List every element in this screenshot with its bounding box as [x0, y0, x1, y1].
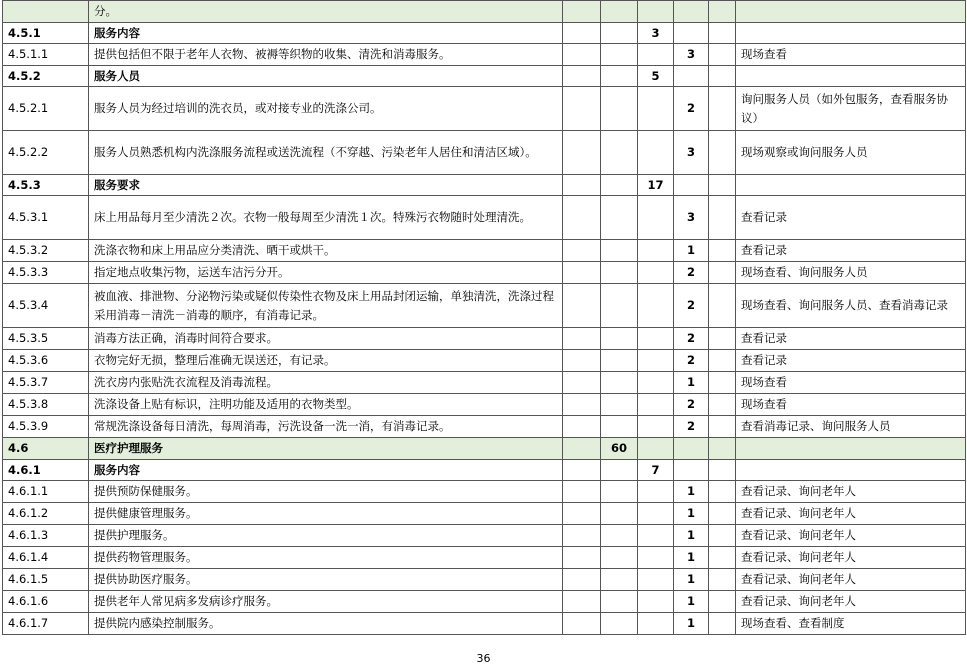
- score-cell: 3: [674, 44, 709, 66]
- table-body: [3, 1, 966, 635]
- score-cell: [601, 372, 638, 394]
- score-cell: [638, 372, 674, 394]
- score-cell: [674, 23, 709, 44]
- table-row: [3, 44, 966, 66]
- table-row: [3, 438, 966, 460]
- score-cell: [601, 262, 638, 284]
- score-cell: [709, 328, 736, 350]
- item-content: 服务人员熟悉机构内洗涤服务流程或送洗流程（不穿越、污染老年人居住和清洁区域）。: [89, 131, 563, 175]
- score-cell: [638, 44, 674, 66]
- score-cell: [709, 23, 736, 44]
- table-row: [3, 547, 966, 569]
- score-cell: [563, 438, 601, 460]
- score-cell: [709, 569, 736, 591]
- score-cell: 1: [674, 547, 709, 569]
- score-cell: [601, 66, 638, 87]
- score-cell: [601, 481, 638, 503]
- score-cell: [638, 569, 674, 591]
- check-method: [736, 1, 966, 23]
- score-cell: [638, 525, 674, 547]
- score-cell: [563, 503, 601, 525]
- score-cell: [563, 372, 601, 394]
- score-cell: [709, 1, 736, 23]
- score-cell: [709, 87, 736, 131]
- item-code: 4.5.3.7: [3, 372, 89, 394]
- table-row: [3, 394, 966, 416]
- score-cell: 2: [674, 350, 709, 372]
- score-cell: 2: [674, 328, 709, 350]
- item-code: 4.5.3.5: [3, 328, 89, 350]
- item-content: 提供院内感染控制服务。: [89, 613, 563, 635]
- score-cell: [638, 591, 674, 613]
- score-cell: 1: [674, 240, 709, 262]
- score-cell: 1: [674, 569, 709, 591]
- score-cell: [563, 613, 601, 635]
- score-cell: 2: [674, 416, 709, 438]
- score-cell: [563, 416, 601, 438]
- item-code: 4.6.1.6: [3, 591, 89, 613]
- item-code: 4.5.2.2: [3, 131, 89, 175]
- page-number: 36: [476, 652, 491, 665]
- score-cell: [563, 240, 601, 262]
- score-cell: [709, 196, 736, 240]
- check-method: 查看记录、询问老年人: [736, 591, 966, 613]
- table-row: [3, 416, 966, 438]
- score-cell: [601, 503, 638, 525]
- score-cell: [638, 613, 674, 635]
- score-cell: [601, 525, 638, 547]
- item-code: 4.6.1: [3, 460, 89, 481]
- score-cell: [709, 438, 736, 460]
- score-cell: [563, 23, 601, 44]
- score-cell: 1: [674, 591, 709, 613]
- score-cell: 60: [601, 438, 638, 460]
- score-cell: [601, 240, 638, 262]
- check-method: 现场查看、查看制度: [736, 613, 966, 635]
- item-code: 4.5.3: [3, 175, 89, 196]
- check-method: [736, 438, 966, 460]
- table-row: [3, 87, 966, 131]
- table-row: [3, 284, 966, 328]
- item-code: 4.6.1.5: [3, 569, 89, 591]
- check-method: [736, 175, 966, 196]
- score-cell: [709, 547, 736, 569]
- score-cell: [563, 284, 601, 328]
- score-cell: [709, 350, 736, 372]
- check-method: 查看消毒记录、询问服务人员: [736, 416, 966, 438]
- score-cell: [709, 481, 736, 503]
- score-cell: [563, 394, 601, 416]
- score-cell: 3: [674, 131, 709, 175]
- item-content: 医疗护理服务: [89, 438, 563, 460]
- item-content: 提供药物管理服务。: [89, 547, 563, 569]
- score-cell: [638, 196, 674, 240]
- item-content: 提供健康管理服务。: [89, 503, 563, 525]
- item-content: 提供护理服务。: [89, 525, 563, 547]
- item-code: 4.5.2: [3, 66, 89, 87]
- score-cell: 1: [674, 613, 709, 635]
- score-cell: 7: [638, 460, 674, 481]
- table-row: [3, 131, 966, 175]
- score-cell: [601, 350, 638, 372]
- check-method: 查看记录: [736, 328, 966, 350]
- table-row: [3, 175, 966, 196]
- table-row: [3, 350, 966, 372]
- score-cell: 1: [674, 503, 709, 525]
- table-row: [3, 569, 966, 591]
- check-method: 查看记录、询问老年人: [736, 481, 966, 503]
- score-cell: [601, 591, 638, 613]
- check-method: 现场查看: [736, 394, 966, 416]
- item-code: 4.5.3.8: [3, 394, 89, 416]
- score-cell: [563, 328, 601, 350]
- item-content: 常规洗涤设备每日清洗，每周消毒，污洗设备一洗一消，有消毒记录。: [89, 416, 563, 438]
- table-row: [3, 23, 966, 44]
- score-cell: [674, 438, 709, 460]
- score-cell: [709, 66, 736, 87]
- score-cell: 17: [638, 175, 674, 196]
- item-code: 4.5.1: [3, 23, 89, 44]
- score-cell: [674, 66, 709, 87]
- check-method: 查看记录、询问老年人: [736, 547, 966, 569]
- item-code: 4.5.3.6: [3, 350, 89, 372]
- score-cell: [563, 569, 601, 591]
- score-cell: [638, 131, 674, 175]
- check-method: 查看记录: [736, 196, 966, 240]
- score-cell: [601, 569, 638, 591]
- table-row: [3, 1, 966, 23]
- item-content: 洗衣房内张贴洗衣流程及消毒流程。: [89, 372, 563, 394]
- score-cell: [709, 262, 736, 284]
- score-cell: [674, 1, 709, 23]
- item-code: 4.5.1.1: [3, 44, 89, 66]
- score-cell: [638, 350, 674, 372]
- check-method: 现场查看: [736, 372, 966, 394]
- item-content: 床上用品每月至少清洗２次。衣物一般每周至少清洗１次。特殊污衣物随时处理清洗。: [89, 196, 563, 240]
- score-cell: [638, 547, 674, 569]
- check-method: 询问服务人员（如外包服务，查看服务协议）: [736, 87, 966, 131]
- table-row: [3, 525, 966, 547]
- table-row: [3, 591, 966, 613]
- score-cell: [709, 284, 736, 328]
- score-cell: [563, 44, 601, 66]
- score-cell: [563, 131, 601, 175]
- item-content: 指定地点收集污物，运送车洁污分开。: [89, 262, 563, 284]
- score-cell: [638, 481, 674, 503]
- score-cell: [563, 196, 601, 240]
- score-cell: [709, 175, 736, 196]
- check-method: 查看记录、询问老年人: [736, 503, 966, 525]
- table-row: [3, 328, 966, 350]
- score-cell: [563, 175, 601, 196]
- item-code: 4.6: [3, 438, 89, 460]
- score-cell: [563, 262, 601, 284]
- score-cell: [709, 525, 736, 547]
- score-cell: [674, 175, 709, 196]
- score-cell: [601, 131, 638, 175]
- item-content: 消毒方法正确，消毒时间符合要求。: [89, 328, 563, 350]
- score-cell: 1: [674, 372, 709, 394]
- score-cell: [709, 372, 736, 394]
- score-cell: [638, 328, 674, 350]
- score-cell: [601, 613, 638, 635]
- score-cell: [601, 87, 638, 131]
- item-code: 4.6.1.1: [3, 481, 89, 503]
- score-cell: [638, 87, 674, 131]
- score-cell: 3: [674, 196, 709, 240]
- score-cell: [563, 1, 601, 23]
- item-content: 提供协助医疗服务。: [89, 569, 563, 591]
- item-code: 4.5.3.1: [3, 196, 89, 240]
- score-cell: [563, 87, 601, 131]
- table-row: [3, 240, 966, 262]
- score-cell: [563, 350, 601, 372]
- score-cell: 2: [674, 87, 709, 131]
- score-cell: [601, 1, 638, 23]
- item-code: 4.5.3.2: [3, 240, 89, 262]
- item-code: 4.6.1.3: [3, 525, 89, 547]
- score-cell: [563, 547, 601, 569]
- score-cell: 5: [638, 66, 674, 87]
- check-method: 查看记录: [736, 240, 966, 262]
- table-row: [3, 460, 966, 481]
- check-method: 查看记录、询问老年人: [736, 525, 966, 547]
- item-content: 服务要求: [89, 175, 563, 196]
- score-cell: 2: [674, 262, 709, 284]
- check-method: [736, 460, 966, 481]
- score-cell: [601, 175, 638, 196]
- score-cell: [601, 328, 638, 350]
- item-code: 4.6.1.4: [3, 547, 89, 569]
- score-cell: [638, 240, 674, 262]
- check-method: 现场查看、询问服务人员: [736, 262, 966, 284]
- table-row: [3, 372, 966, 394]
- check-method: [736, 23, 966, 44]
- item-code: 4.5.3.3: [3, 262, 89, 284]
- item-content: 服务内容: [89, 23, 563, 44]
- item-content: 服务内容: [89, 460, 563, 481]
- item-code: 4.5.3.9: [3, 416, 89, 438]
- score-cell: [709, 240, 736, 262]
- check-method: 现场观察或询问服务人员: [736, 131, 966, 175]
- score-cell: 1: [674, 525, 709, 547]
- score-cell: 3: [638, 23, 674, 44]
- check-method: 现场查看、询问服务人员、查看消毒记录: [736, 284, 966, 328]
- item-content: 提供包括但不限于老年人衣物、被褥等织物的收集、清洗和消毒服务。: [89, 44, 563, 66]
- item-code: 4.5.3.4: [3, 284, 89, 328]
- score-cell: [563, 591, 601, 613]
- score-cell: [638, 438, 674, 460]
- check-method: 查看记录、询问老年人: [736, 569, 966, 591]
- score-cell: [563, 66, 601, 87]
- score-cell: [709, 44, 736, 66]
- item-content: 洗涤衣物和床上用品应分类清洗、晒干或烘干。: [89, 240, 563, 262]
- score-cell: [601, 23, 638, 44]
- check-method: 现场查看: [736, 44, 966, 66]
- scoring-table: [2, 0, 966, 635]
- check-method: 查看记录: [736, 350, 966, 372]
- score-cell: [709, 394, 736, 416]
- score-cell: [638, 1, 674, 23]
- score-cell: [638, 284, 674, 328]
- score-cell: [709, 131, 736, 175]
- table-row: [3, 196, 966, 240]
- score-cell: [638, 262, 674, 284]
- score-cell: [601, 460, 638, 481]
- item-code: 4.6.1.7: [3, 613, 89, 635]
- score-cell: [563, 481, 601, 503]
- score-cell: [601, 394, 638, 416]
- item-code: [3, 1, 89, 23]
- item-content: 提供预防保健服务。: [89, 481, 563, 503]
- score-cell: 1: [674, 481, 709, 503]
- item-content: 分。: [89, 1, 563, 23]
- score-cell: 2: [674, 284, 709, 328]
- item-code: 4.6.1.2: [3, 503, 89, 525]
- item-content: 服务人员为经过培训的洗衣员，或对接专业的洗涤公司。: [89, 87, 563, 131]
- score-cell: [601, 547, 638, 569]
- table-row: [3, 613, 966, 635]
- table-row: [3, 66, 966, 87]
- score-cell: [709, 503, 736, 525]
- item-content: 被血液、排泄物、分泌物污染或疑似传染性衣物及床上用品封闭运输，单独清洗，洗涤过程采用消毒－清洗－消毒的顺序，有消毒记录。: [89, 284, 563, 328]
- score-cell: [601, 196, 638, 240]
- item-content: 洗涤设备上贴有标识，注明功能及适用的衣物类型。: [89, 394, 563, 416]
- item-code: 4.5.2.1: [3, 87, 89, 131]
- score-cell: [709, 613, 736, 635]
- item-content: 提供老年人常见病多发病诊疗服务。: [89, 591, 563, 613]
- score-cell: [638, 416, 674, 438]
- score-cell: [601, 44, 638, 66]
- score-cell: [601, 416, 638, 438]
- check-method: [736, 66, 966, 87]
- score-cell: [563, 460, 601, 481]
- item-content: 服务人员: [89, 66, 563, 87]
- score-cell: [601, 284, 638, 328]
- score-cell: [709, 416, 736, 438]
- table-row: [3, 262, 966, 284]
- table-row: [3, 503, 966, 525]
- score-cell: [638, 394, 674, 416]
- score-cell: 2: [674, 394, 709, 416]
- score-cell: [563, 525, 601, 547]
- score-cell: [709, 591, 736, 613]
- item-content: 衣物完好无损，整理后准确无误送还，有记录。: [89, 350, 563, 372]
- score-cell: [638, 503, 674, 525]
- score-cell: [674, 460, 709, 481]
- table-row: [3, 481, 966, 503]
- score-cell: [709, 460, 736, 481]
